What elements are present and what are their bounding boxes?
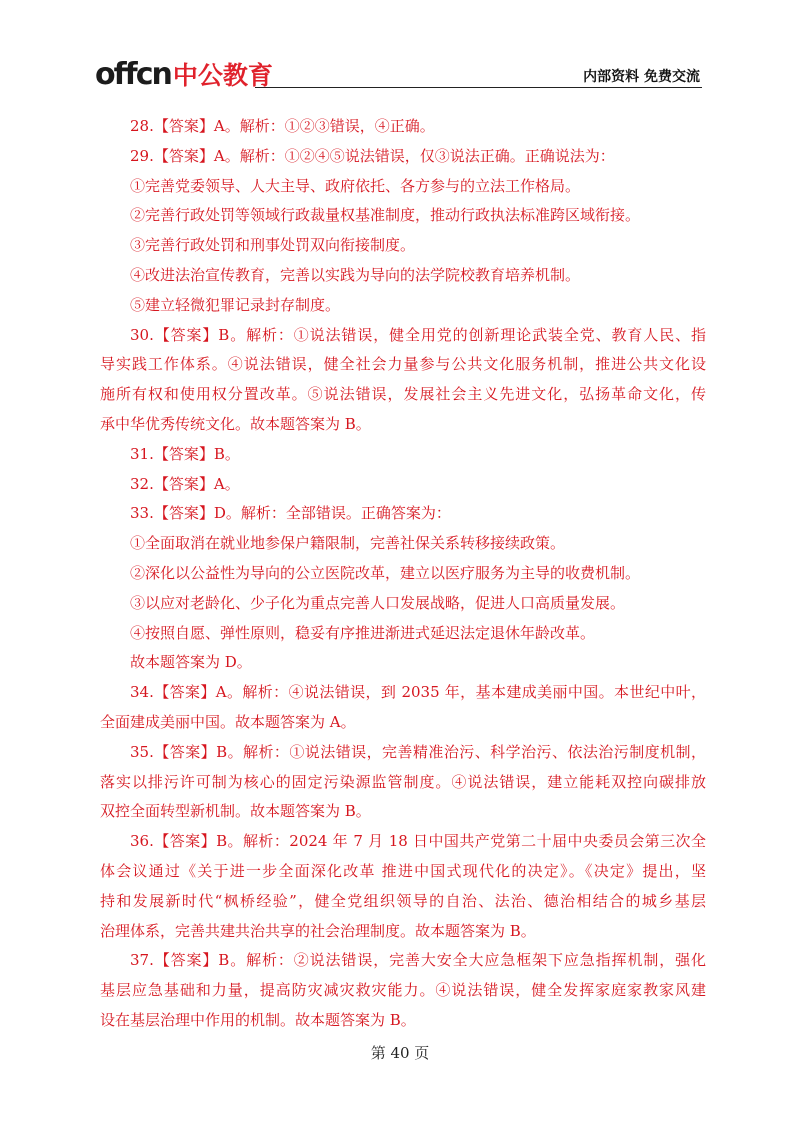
text-line: 37.【答案】B。解析：②说法错误，完善大安全大应急框架下应急指挥机制，强化 <box>130 951 706 970</box>
text-line: 32.【答案】A。 <box>130 474 240 493</box>
text-line: ①全面取消在就业地参保户籍限制，完善社保关系转移接续政策。 <box>130 534 566 553</box>
text-line: ③完善行政处罚和刑事处罚双向衔接制度。 <box>130 236 416 255</box>
text-line: 基层应急基础和力量，提高防灾减灾救灾能力。④说法错误，健全发挥家庭家教家风建 <box>100 981 706 1000</box>
text-line: ①完善党委领导、人大主导、政府依托、各方参与的立法工作格局。 <box>130 176 581 195</box>
text-line: ②深化以公益性为导向的公立医院改革，建立以医疗服务为主导的收费机制。 <box>130 563 641 582</box>
text-line: 落实以排污许可制为核心的固定污染源监管制度。④说法错误，建立能耗双控向碳排放 <box>100 772 706 791</box>
text-line: 施所有权和使用权分置改革。⑤说法错误，发展社会主义先进文化，弘扬革命文化，传 <box>100 385 706 404</box>
header-rule <box>255 87 702 88</box>
text-line: 导实践工作体系。④说法错误，健全社会力量参与公共文化服务机制，推进公共文化设 <box>100 355 706 374</box>
text-line: ⑤建立轻微犯罪记录封存制度。 <box>130 295 341 314</box>
text-line: 30.【答案】B。解析：①说法错误，健全用党的创新理论武装全党、教育人民、指 <box>130 325 706 344</box>
offcn-logo <box>95 58 273 90</box>
text-line: 承中华优秀传统文化。故本题答案为 B。 <box>100 414 371 433</box>
text-line: 持和发展新时代“枫桥经验”，健全党组织领导的自治、法治、德治相结合的城乡基层 <box>100 891 706 910</box>
text-line: 33.【答案】D。解析：全部错误。正确答案为： <box>130 504 451 523</box>
text-line: 体会议通过《关于进一步全面深化改革 推进中国式现代化的决定》。《决定》提出，坚 <box>100 861 706 880</box>
text-line: 34.【答案】A。解析：④说法错误，到 2035 年，基本建成美丽中国。本世纪中叶， <box>130 683 706 702</box>
text-line: 故本题答案为 D。 <box>130 653 252 672</box>
text-line: ③以应对老龄化、少子化为重点完善人口发展战略，促进人口高质量发展。 <box>130 593 626 612</box>
header-note: 内部资料 免费交流 <box>583 69 700 85</box>
logo-en-text: offcn <box>95 57 171 92</box>
text-line: 35.【答案】B。解析：①说法错误，完善精准治污、科学治污、依法治污制度机制， <box>130 742 706 761</box>
answer-content <box>100 112 706 1036</box>
text-line: 双控全面转型新机制。故本题答案为 B。 <box>100 802 371 821</box>
text-line: 治理体系，完善共建共治共享的社会治理制度。故本题答案为 B。 <box>100 921 536 940</box>
page-number: 第 40 页 <box>370 1044 430 1062</box>
text-line: 28.【答案】A。解析：①②③错误，④正确。 <box>130 117 435 135</box>
page-header <box>95 58 702 90</box>
text-line: ④按照自愿、弹性原则，稳妥有序推进渐进式延迟法定退休年龄改革。 <box>130 623 596 642</box>
text-line: 31.【答案】B。 <box>130 444 240 463</box>
text-line: 设在基层治理中作用的机制。故本题答案为 B。 <box>100 1010 416 1029</box>
text-line: ④改进法治宣传教育，完善以实践为导向的法学院校教育培养机制。 <box>130 265 581 284</box>
logo-cn-text: 中公教育 <box>172 61 273 90</box>
text-line: 36.【答案】B。解析：2024 年 7 月 18 日中国共产党第二十届中央委员会第三次全 <box>130 832 706 851</box>
text-line: 29.【答案】A。解析：①②④⑤说法错误，仅③说法正确。正确说法为： <box>130 146 615 165</box>
text-line: 全面建成美丽中国。故本题答案为 A。 <box>100 712 356 731</box>
text-line: ②完善行政处罚等领域行政裁量权基准制度，推动行政执法标准跨区域衔接。 <box>130 206 641 225</box>
